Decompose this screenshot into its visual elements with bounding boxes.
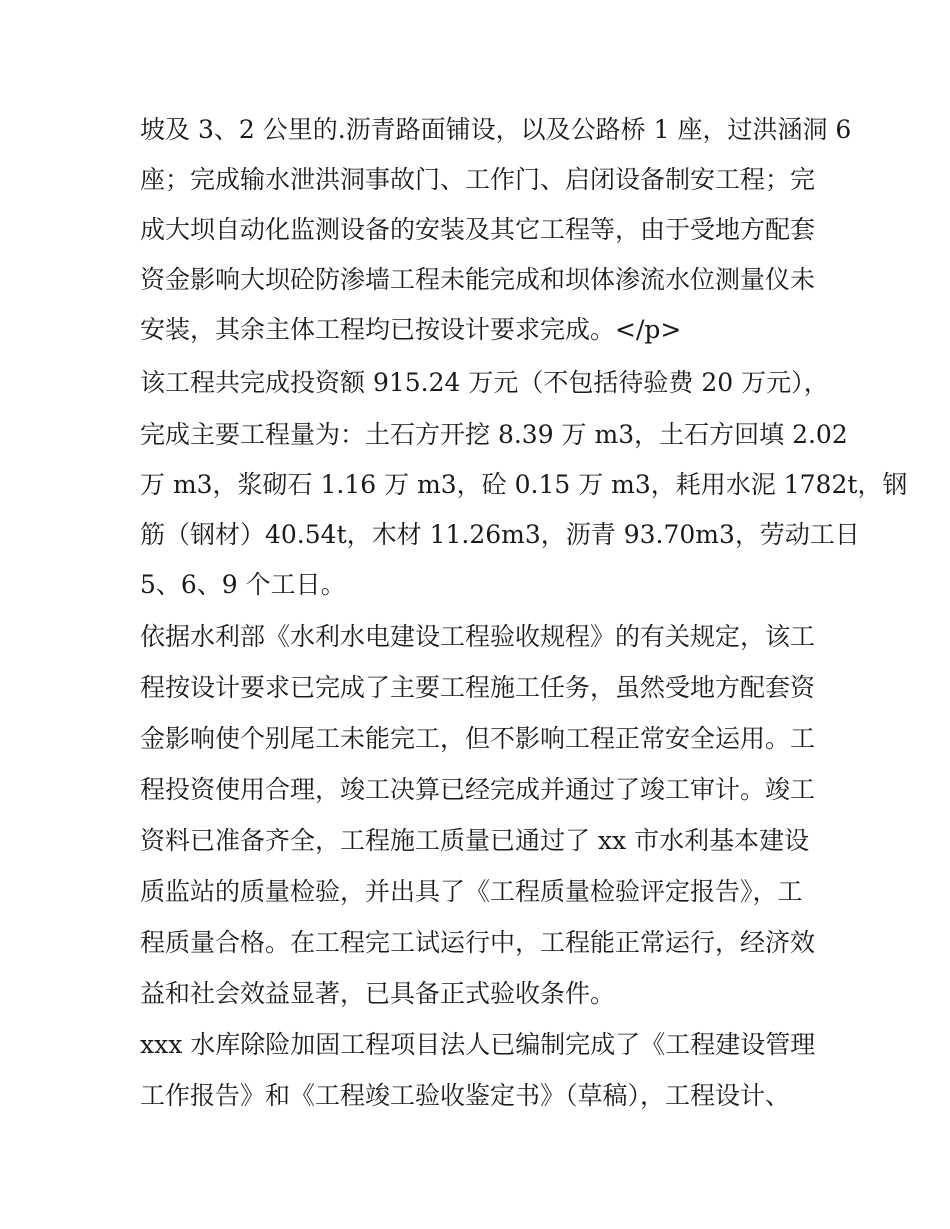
text-line: 金影响使个别尾工未能完工，但不影响工程正常安全运用。工 [140, 724, 816, 753]
text-line: 座；完成输水泄洪洞事故门、工作门、启闭设备制安工程；完 [140, 165, 816, 194]
text-line: xxx 水库除险加固工程项目法人已编制完成了《工程建设管理 [140, 1030, 816, 1059]
text-line: 益和社会效益显著，已具备正式验收条件。 [140, 979, 616, 1008]
text-line: 坡及 3、2 公里的.沥青路面铺设，以及公路桥 1 座，过洪涵洞 6 [140, 115, 852, 144]
text-line: 程投资使用合理，竣工决算已经完成并通过了竣工审计。竣工 [140, 775, 816, 804]
text-line: 成大坝自动化监测设备的安装及其它工程等，由于受地方配套 [140, 215, 816, 244]
text-line: 工作报告》和《工程竣工验收鉴定书》（草稿），工程设计、 [140, 1081, 791, 1110]
text-line: 资料已准备齐全，工程施工质量已通过了 xx 市水利基本建设 [140, 826, 810, 855]
text-line: 程按设计要求已完成了主要工程施工任务，虽然受地方配套资 [140, 673, 816, 702]
text-line: 资金影响大坝砼防渗墙工程未能完成和坝体渗流水位测量仪未 [140, 265, 816, 294]
text-line: 依据水利部《水利水电建设工程验收规程》的有关规定，该工 [140, 622, 816, 651]
text-line: 程质量合格。在工程完工试运行中，工程能正常运行，经济效 [140, 928, 816, 957]
text-line: 安装，其余主体工程均已按设计要求完成。</p> [140, 315, 682, 344]
text-line: 筋（钢材）40.54t，木材 11.26m3，沥青 93.70m3，劳动工日 [140, 520, 860, 549]
text-line: 该工程共完成投资额 915.24 万元（不包括待验费 20 万元）， [140, 368, 829, 397]
text-line: 质监站的质量检验，并出具了《工程质量检验评定报告》，工 [140, 877, 803, 906]
text-line: 5、6、9 个工日。 [140, 570, 346, 599]
text-line: 完成主要工程量为：土石方开挖 8.39 万 m3，土石方回填 2.02 [140, 420, 848, 449]
text-line: 万 m3，浆砌石 1.16 万 m3，砼 0.15 万 m3，耗用水泥 1782t，钢 [140, 470, 908, 499]
